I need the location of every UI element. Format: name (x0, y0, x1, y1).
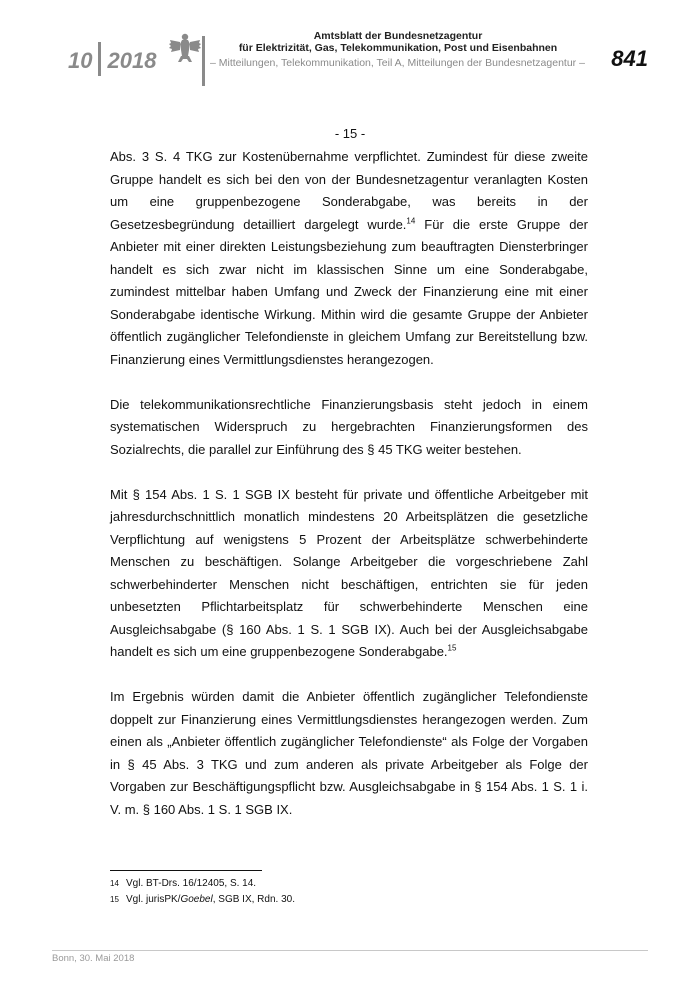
paragraph-1-text-a: Abs. 3 S. 4 TKG zur Kostenübernahme verpflichtet. Zumindest für diese zweite Gruppe handelt es sich bei den von der Bundesnetzagentur veranlagten Kosten um eine gruppenbezogene Sonderabgabe, was bereits in der Gesetzesbegründung detailliert dargelegt wurde. (110, 149, 588, 232)
footnote-text-a: Vgl. jurisPK/ (126, 894, 181, 905)
footnotes (110, 876, 295, 908)
gazette-title-line2: für Elektrizität, Gas, Telekommunikation, Post und Eisenbahnen (238, 42, 558, 54)
footnote-15 (110, 892, 295, 908)
footnote-separator (110, 870, 262, 871)
issue-divider (98, 42, 101, 76)
page-header (0, 0, 700, 90)
footnote-ref-15: 15 (447, 643, 457, 653)
footnote-author: Goebel (180, 894, 213, 905)
footnote-number: 14 (110, 879, 119, 888)
page-number: 841 (611, 46, 648, 71)
paragraph-1-text-b: Für die erste Gruppe der Anbieter mit einer direkten Leistungsbeziehung zum beauftragten Diensterbringer handelt es sich zwar nicht im klassischen Sinne um eine Sonderabgabe, zumindest mittelbar haben Umfang und Zweck der Finanzierung eine mit einer Sonderabgabe identische Wirkung. Mithin wird die gesamte Gruppe der Anbieter öffentlich zugänglicher Telefondienste in gleichem Umfang zur Bereitstellung bzw. Finanzierung eines Vermittlungsdienstes herangezogen. (110, 216, 588, 367)
footnote-text (126, 892, 295, 908)
issue-year: 2018 (107, 48, 157, 73)
footer-rule (52, 950, 648, 951)
federal-eagle-icon (168, 30, 202, 66)
sheet-number: - 15 - (334, 126, 366, 141)
footnote-text: Vgl. BT-Drs. 16/12405, S. 14. (126, 878, 257, 889)
paragraph-1 (110, 146, 588, 371)
issue-number: 10 (68, 48, 93, 73)
gazette-title-line1: Amtsblatt der Bundesnetzagentur (313, 30, 483, 42)
paragraph-3-text: Mit § 154 Abs. 1 S. 1 SGB IX besteht für private und öffentliche Arbeitgeber mit jahresdurchschnittlich monatlich mindestens 20 Arbeitsplätzen die gesetzliche Verpflichtung auf wenigstens 5 Prozent der Arbeitsplätze schwerbehinderte Menschen zu beschäftigen. Solange Arbeitgeber die vorgeschriebene Zahl schwerbehinderter Menschen nicht beschäftigen, entrichten sie für jeden unbesetzten Pflichtarbeitsplatz für schwerbehinderte Menschen eine Ausgleichsabgabe (§ 160 Abs. 1 S. 1 SGB IX). Auch bei der Ausgleichsabgabe handelt es sich um eine gruppenbezogene Sonderabgabe. (110, 486, 588, 659)
footnote-ref-14: 14 (406, 216, 416, 226)
document-body (110, 146, 588, 844)
paragraph-2: Die telekommunikationsrechtliche Finanzierungsbasis steht jedoch in einem systematischen Widerspruch zu hergebrachten Finanzierungsformen des Sozialrechts, die parallel zur Einführung des § 45 TKG weiter bestehen. (110, 396, 588, 457)
footnote-14 (110, 876, 295, 892)
paragraph-3 (110, 484, 588, 664)
footnote-number: 15 (110, 895, 119, 904)
paragraph-4: Im Ergebnis würden damit die Anbieter öffentlich zugänglicher Telefondienste doppelt zur Finanzierung eines Vermittlungsdienstes herangezogen werden. Zum einen als „Anbieter öffentlich zugänglicher Telefondienste“ als Folge der Vorgaben in § 45 Abs. 3 TKG und zum anderen als private Arbeitgeber als Folge der Vorgaben zur Beschäftigungspflicht bzw. Ausgleichsabgabe in § 154 Abs. 1 S. 1 i. V. m. § 160 Abs. 1 S. 1 SGB IX. (110, 689, 588, 817)
header-divider (202, 36, 205, 86)
gazette-title (208, 30, 588, 54)
gazette-subtitle: – Mitteilungen, Telekommunikation, Teil A, Mitteilungen der Bundesnetzagentur – (210, 57, 585, 69)
issue-label (68, 44, 156, 78)
footnote-text-b: , SGB IX, Rdn. 30. (212, 894, 295, 905)
footer-dateline: Bonn, 30. Mai 2018 (52, 953, 135, 964)
